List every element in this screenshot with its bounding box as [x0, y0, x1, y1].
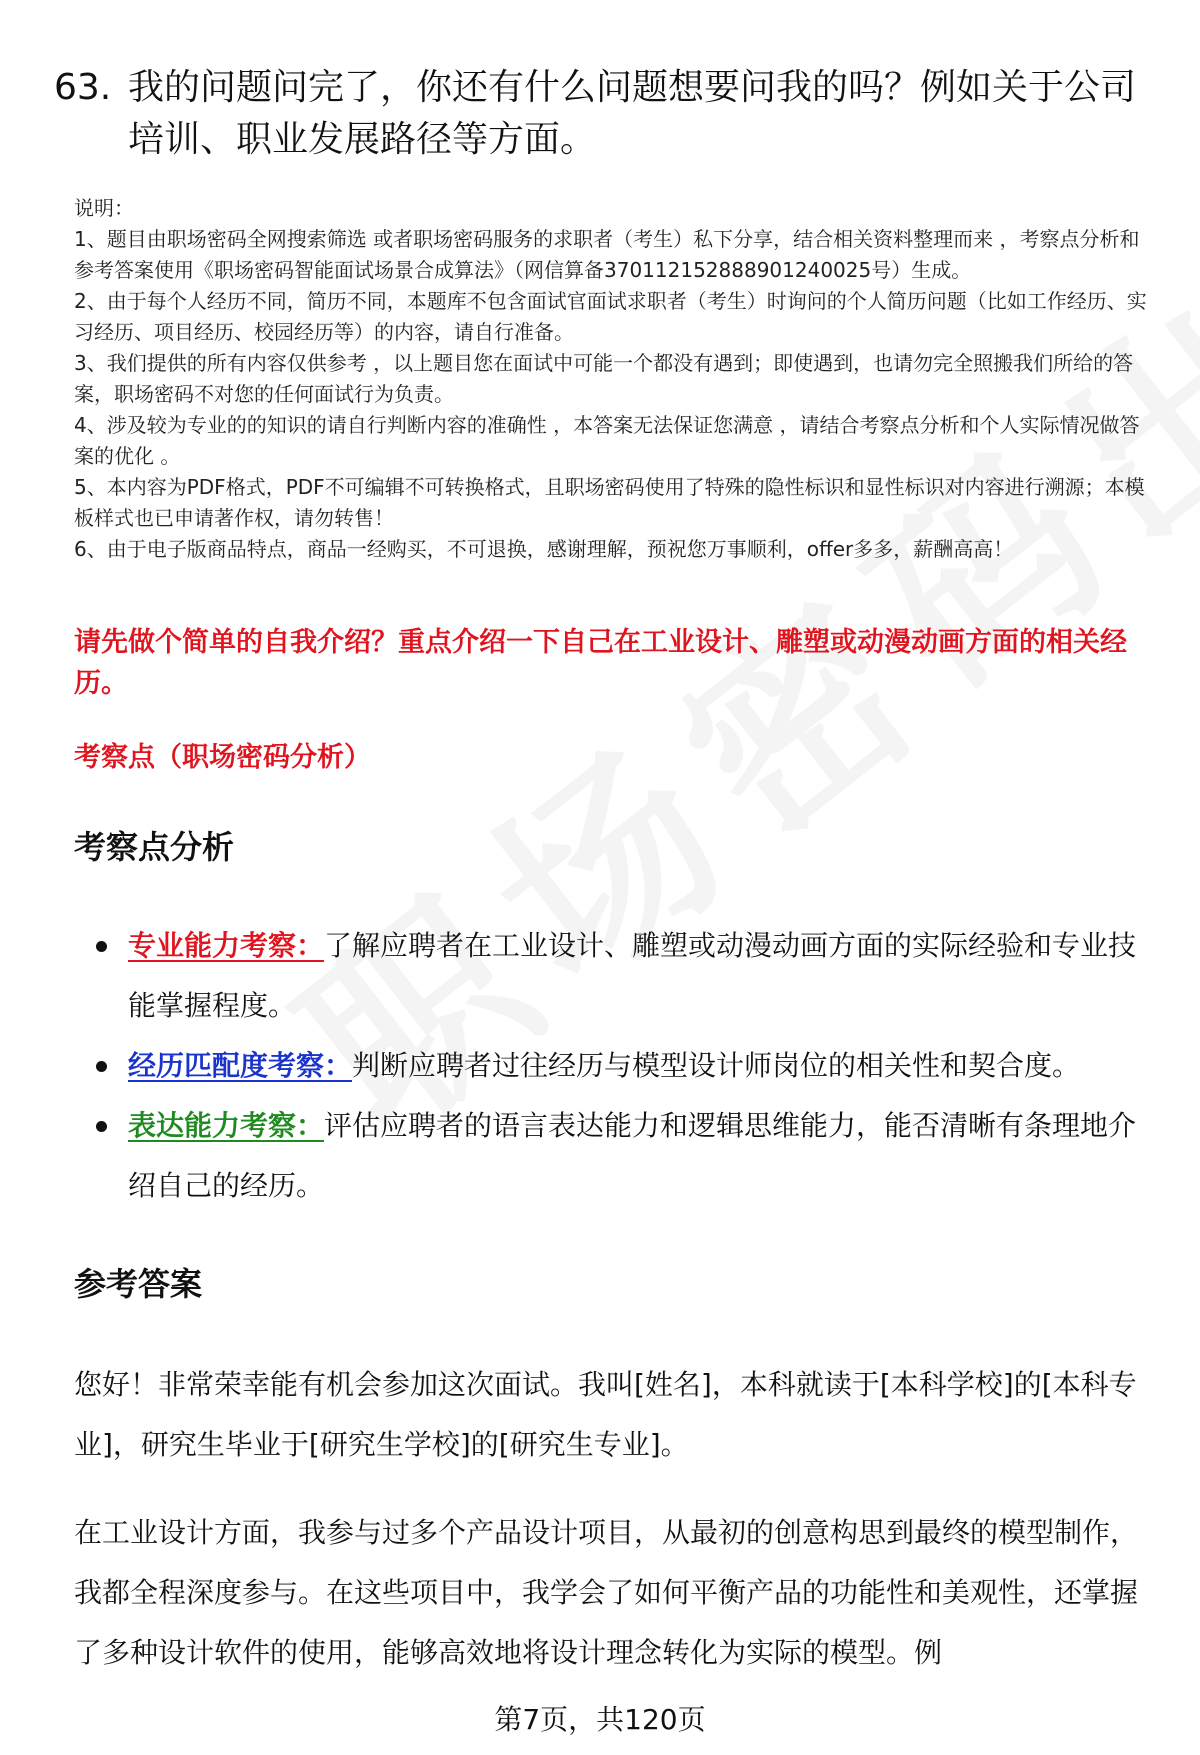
analysis-item-label: 专业能力考察：	[128, 929, 325, 962]
note-item: 2、由于每个人经历不同，简历不同，本题库不包含面试官面试求职者（考生）时询问的个人简历问题（比如工作经历、实习经历、项目经历、校园经历等）的内容，请自行准备。	[74, 289, 1147, 344]
disclaimer-notes	[74, 193, 1159, 565]
question-number: 63.	[54, 67, 112, 108]
analysis-item	[96, 916, 1156, 1036]
note-item: 5、本内容为PDF格式，PDF不可编辑不可转换格式，且职场密码使用了特殊的隐性标识和显性标识对内容进行溯源；本模板样式也已申请著作权，请勿转售！	[74, 475, 1145, 530]
analysis-heading: 考察点分析	[74, 828, 235, 866]
assessment-label: 考察点（职场密码分析）	[74, 742, 371, 773]
page-footer: 第7页，共120页	[494, 1703, 706, 1736]
analysis-list	[96, 916, 1156, 1216]
analysis-item	[96, 1096, 1156, 1216]
analysis-item-text: 评估应聘者的语言表达能力和逻辑思维能力，能否清晰有条理地介绍自己的经历。	[128, 1109, 1137, 1202]
note-item: 6、由于电子版商品特点，商品一经购买，不可退换，感谢理解，预祝您万事顺利，offer多多，薪酬高高！	[74, 537, 1014, 561]
answer-paragraph: 在工业设计方面，我参与过多个产品设计项目，从最初的创意构思到最终的模型制作，我都全程深度参与。在这些项目中，我学会了如何平衡产品的功能性和美观性，还掌握了多种设计软件的使用，能够高效地将设计理念转化为实际的模型。例	[74, 1516, 1139, 1669]
bullet-icon	[96, 1121, 107, 1132]
analysis-item-label: 经历匹配度考察：	[128, 1049, 353, 1082]
answer-heading: 参考答案	[74, 1265, 203, 1303]
note-item: 3、我们提供的所有内容仅供参考 ，以上题目您在面试中可能一个都没有遇到；即使遇到，也请勿完全照搬我们所给的答案，职场密码不对您的任何面试行为负责。	[74, 351, 1134, 406]
question-title-text: 我的问题问完了，你还有什么问题想要问我的吗？例如关于公司培训、职业发展路径等方面。	[128, 67, 1137, 160]
note-item: 4、涉及较为专业的的知识的请自行判断内容的准确性 ，本答案无法保证您满意 ，请结合考察点分析和个人实际情况做答案的优化 。	[74, 413, 1140, 468]
analysis-item-label: 表达能力考察：	[128, 1109, 325, 1142]
analysis-item-text: 了解应聘者在工业设计、雕塑或动漫动画方面的实际经验和专业技能掌握程度。	[128, 929, 1137, 1022]
bullet-icon	[96, 1061, 107, 1072]
bullet-icon	[96, 941, 107, 952]
analysis-item	[96, 1036, 1156, 1096]
notes-heading: 说明：	[74, 196, 134, 220]
note-item: 1、题目由职场密码全网搜索筛选 或者职场密码服务的求职者（考生）私下分享，结合相关资料整理而来 ，考察点分析和参考答案使用《职场密码智能面试场景合成算法》（网信算备370112152888901240025号）生成。	[74, 227, 1140, 282]
question-title	[54, 62, 1144, 166]
analysis-item-text: 判断应聘者过往经历与模型设计师岗位的相关性和契合度。	[352, 1049, 1081, 1082]
interview-question: 请先做个简单的自我介绍？重点介绍一下自己在工业设计、雕塑或动漫动画方面的相关经历。	[74, 627, 1127, 699]
answer-paragraph: 您好！非常荣幸能有机会参加这次面试。我叫[姓名]，本科就读于[本科学校]的[本科专业]，研究生毕业于[研究生学校]的[研究生专业]。	[74, 1368, 1137, 1461]
